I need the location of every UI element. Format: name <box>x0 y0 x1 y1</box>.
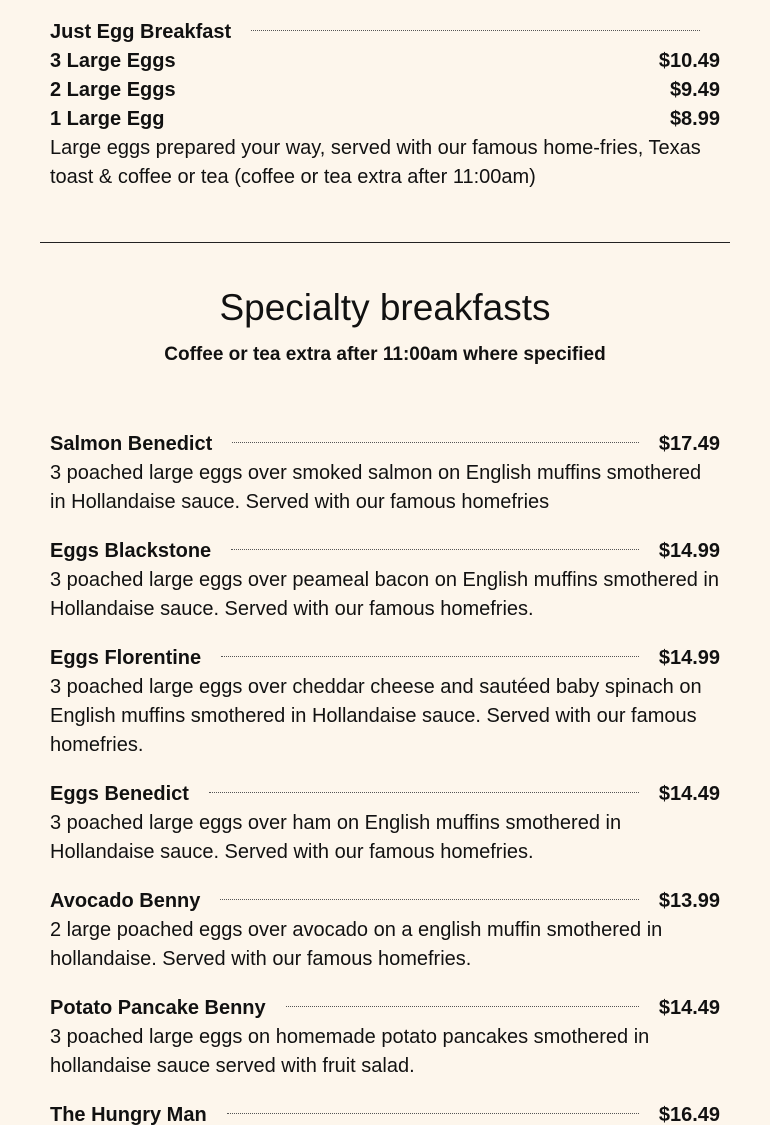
item-name: Salmon Benedict <box>50 433 213 455</box>
option-name: 2 Large Eggs <box>50 79 176 101</box>
dotted-leader <box>227 1113 639 1114</box>
item-name: Eggs Florentine <box>50 647 202 669</box>
dotted-leader <box>221 656 639 657</box>
dotted-leader <box>251 30 700 31</box>
option-price: $10.49 <box>658 50 720 72</box>
item-name: Potato Pancake Benny <box>50 997 266 1019</box>
dotted-leader <box>209 792 639 793</box>
item-header <box>50 18 720 47</box>
item-name: Eggs Benedict <box>50 783 189 805</box>
menu-item <box>50 994 720 1081</box>
item-price: $16.49 <box>658 1104 720 1125</box>
menu-item <box>50 1101 720 1125</box>
item-header <box>50 1101 720 1125</box>
item-description: 3 poached large eggs over ham on English muffins smothered in Hollandaise sauce. Served with our famous homefries. <box>50 812 622 863</box>
menu-item <box>50 537 720 624</box>
item-description: 3 poached large eggs over cheddar cheese and sautéed baby spinach on English muffins smothered in Hollandaise sauce. Served with our famous homefries. <box>50 676 702 756</box>
option-name: 3 Large Eggs <box>50 50 176 72</box>
option-row <box>50 105 720 134</box>
item-price: $17.49 <box>658 433 720 455</box>
option-price: $8.99 <box>669 108 720 130</box>
item-description: Large eggs prepared your way, served with our famous home-fries, Texas toast & coffee or tea (coffee or tea extra after 11:00am) <box>50 137 701 188</box>
menu-item <box>50 644 720 760</box>
item-header <box>50 994 720 1023</box>
section-title: Specialty breakfasts <box>219 287 551 328</box>
item-name: Eggs Blackstone <box>50 540 212 562</box>
item-header <box>50 430 720 459</box>
item-name: The Hungry Man <box>50 1104 207 1125</box>
dotted-leader <box>232 442 639 443</box>
item-description: 2 large poached eggs over avocado on a english muffin smothered in hollandaise. Served with our famous homefries. <box>50 919 663 970</box>
item-name: Avocado Benny <box>50 890 201 912</box>
menu-item <box>50 780 720 867</box>
item-name: Just Egg Breakfast <box>50 21 232 43</box>
option-name: 1 Large Egg <box>50 108 165 130</box>
section-divider <box>40 242 730 243</box>
specialty-list <box>50 430 720 1125</box>
item-price: $14.49 <box>658 783 720 805</box>
item-price: $14.99 <box>658 647 720 669</box>
item-description: 3 poached large eggs on homemade potato pancakes smothered in hollandaise sauce served with fruit salad. <box>50 1026 650 1077</box>
menu-item <box>50 430 720 517</box>
item-header <box>50 780 720 809</box>
dotted-leader <box>231 549 639 550</box>
menu-item <box>50 887 720 974</box>
option-price: $9.49 <box>669 79 720 101</box>
item-header <box>50 644 720 673</box>
item-header <box>50 887 720 916</box>
item-price: $13.99 <box>658 890 720 912</box>
option-row <box>50 47 720 76</box>
section-subtitle: Coffee or tea extra after 11:00am where specified <box>164 344 606 365</box>
item-header <box>50 537 720 566</box>
option-row <box>50 76 720 105</box>
dotted-leader <box>286 1006 639 1007</box>
dotted-leader <box>220 899 638 900</box>
item-price: $14.49 <box>658 997 720 1019</box>
menu-item-just-egg-breakfast <box>50 0 720 192</box>
item-description: 3 poached large eggs over peameal bacon on English muffins smothered in Hollandaise sauce. Served with our famous homefries. <box>50 569 719 620</box>
item-price: $14.99 <box>658 540 720 562</box>
item-description: 3 poached large eggs over smoked salmon on English muffins smothered in Hollandaise sauce. Served with our famous homefries <box>50 462 702 513</box>
